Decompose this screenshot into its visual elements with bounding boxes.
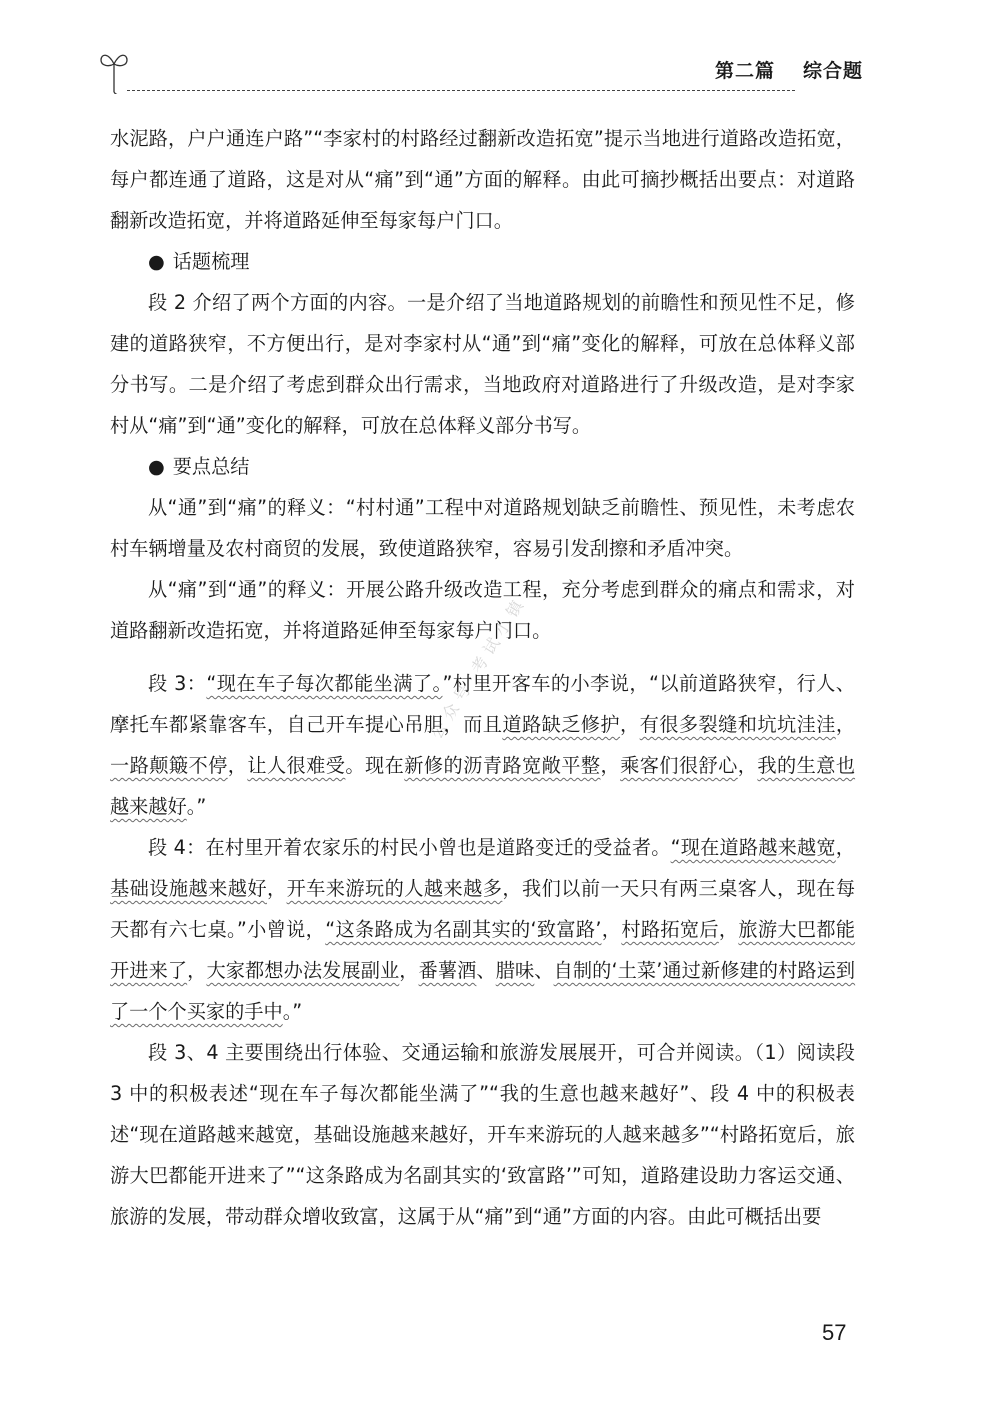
paragraph-2: 段 2 介绍了两个方面的内容。一是介绍了当地道路规划的前瞻性和预见性不足，修建的道路狭窄，不方便出行，是对李家村从“通”到“痛”变化的解释，可放在总体释义部分书写。二是介绍了考虑到群众出行需求，当地政府对道路进行了升级改造，是对李家村从“痛”到“通”变化的解释，可放在总体释义部分书写。	[110, 291, 855, 437]
text-run: 段 3：	[148, 672, 207, 695]
text-run: ，	[737, 754, 758, 777]
header-rule	[127, 90, 795, 91]
underlined-phrase: “现在车子每次都能坐满了。	[206, 672, 443, 695]
text-run: 、	[476, 959, 496, 982]
heading-text: 要点总结	[172, 455, 250, 478]
header-title	[715, 56, 863, 83]
underlined-phrase: 大家都想办法发展副业	[206, 959, 400, 982]
text-run: ，	[835, 836, 855, 859]
text-run: ，	[187, 959, 207, 982]
text-run: ，	[600, 754, 621, 777]
paragraph-4: 从“痛”到“通”的释义：开展公路升级改造工程，充分考虑到群众的痛点和需求，对道路翻新改造拓宽，并将道路延伸至每家每户门口。	[110, 578, 855, 642]
underlined-phrase: “这条路成为名副其实的‘致富路’	[325, 918, 602, 941]
header-section: 综合题	[802, 60, 863, 82]
underlined-phrase: 道路缺乏修护	[502, 713, 621, 736]
paragraph-5: 段 3、4 主要围绕出行体验、交通运输和旅游发展展开，可合并阅读。（1）阅读段 3 中的积极表述“现在车子每次都能坐满了”“我的生意也越来越好”、段 4 中的积极表述“现在道路越来越宽，基础设施越来越好，开车来游玩的人越来越多”“村路拓宽后，旅游大巴都能开进来了”“这条路成为名副其实的‘致富路’”可知，道路建设助力客运交通、旅游的发展，带动群众增收致富，这属于从“痛”到“通”方面的内容。由此可概括出要	[110, 1041, 855, 1228]
text-run: ，	[399, 959, 419, 982]
text-run: 。”	[282, 1000, 303, 1023]
watermark: 公众号·考试小镇	[426, 591, 531, 743]
text-run: ，	[266, 877, 287, 900]
underlined-phrase: 自制的‘土菜’通过新修建的村路运到了一个个买家的手中	[110, 959, 856, 1023]
header-part: 第二篇	[714, 60, 775, 82]
page-content	[110, 118, 855, 1237]
bullet-icon: ●	[148, 455, 165, 478]
text-run: 。”	[186, 795, 207, 818]
page-number: 57	[822, 1320, 847, 1345]
underlined-phrase: 有很多裂缝和坑坑洼洼	[639, 713, 836, 736]
sprout-icon	[99, 34, 129, 94]
bullet-icon: ●	[148, 250, 165, 273]
underlined-phrase: 乘客们很舒心	[620, 754, 738, 777]
underlined-phrase: 我的生意也越来越好	[110, 754, 856, 818]
underlined-phrase: 让人很难受	[247, 754, 346, 777]
underlined-phrase: 旅游大巴都能开进来了	[110, 918, 856, 982]
underlined-phrase: “现在道路越来越宽	[670, 836, 836, 859]
underlined-phrase: 开车来游玩的人越来越多	[286, 877, 503, 900]
text-run: ，我们以前一天只有两三桌客人，现在每天都有六七桌。”小曾说，	[110, 877, 856, 941]
text-run: ，	[718, 918, 739, 941]
heading-key-points	[110, 446, 855, 487]
text-run: 、	[534, 959, 554, 982]
text-run: ，	[835, 713, 856, 736]
text-run: ”村里开客车的小李说，“以前道路狭窄，行人、摩托车都紧靠客车，自己开车提心吊胆，而且	[110, 672, 855, 736]
page-header	[95, 28, 865, 88]
underlined-phrase: 村路拓宽后	[621, 918, 719, 941]
paragraph-1: 水泥路，户户通连户路”“李家村的村路经过翻新改造拓宽”提示当地进行道路改造拓宽，每户都连通了道路，这是对从“痛”到“通”方面的解释。由此可摘抄概括出要点：对道路翻新改造拓宽，并将道路延伸至每家每户门口。	[110, 127, 855, 232]
quote-section-3	[110, 663, 855, 827]
underlined-phrase: 番薯酒	[418, 959, 477, 982]
text-run: ，	[601, 918, 622, 941]
text-run: ，	[620, 713, 640, 736]
paragraph-3: 从“通”到“痛”的释义：“村村通”工程中对道路规划缺乏前瞻性、预见性，未考虑农村车辆增量及农村商贸的发展，致使道路狭窄，容易引发刮擦和矛盾冲突。	[110, 496, 855, 560]
text-run: 。现在	[345, 754, 405, 777]
underlined-phrase: 基础设施越来越好	[110, 877, 267, 900]
heading-topic-review	[110, 241, 855, 282]
underlined-phrase: 腊味	[495, 959, 535, 982]
underlined-phrase: 一路颠簸不停	[110, 754, 228, 777]
text-run: ，	[227, 754, 248, 777]
heading-text: 话题梳理	[172, 250, 250, 273]
underlined-phrase: 新修的沥青路宽敞平整	[404, 754, 601, 777]
quote-section-4	[110, 827, 855, 1032]
text-run: 段 4：在村里开着农家乐的村民小曾也是道路变迁的受益者。	[148, 836, 671, 859]
